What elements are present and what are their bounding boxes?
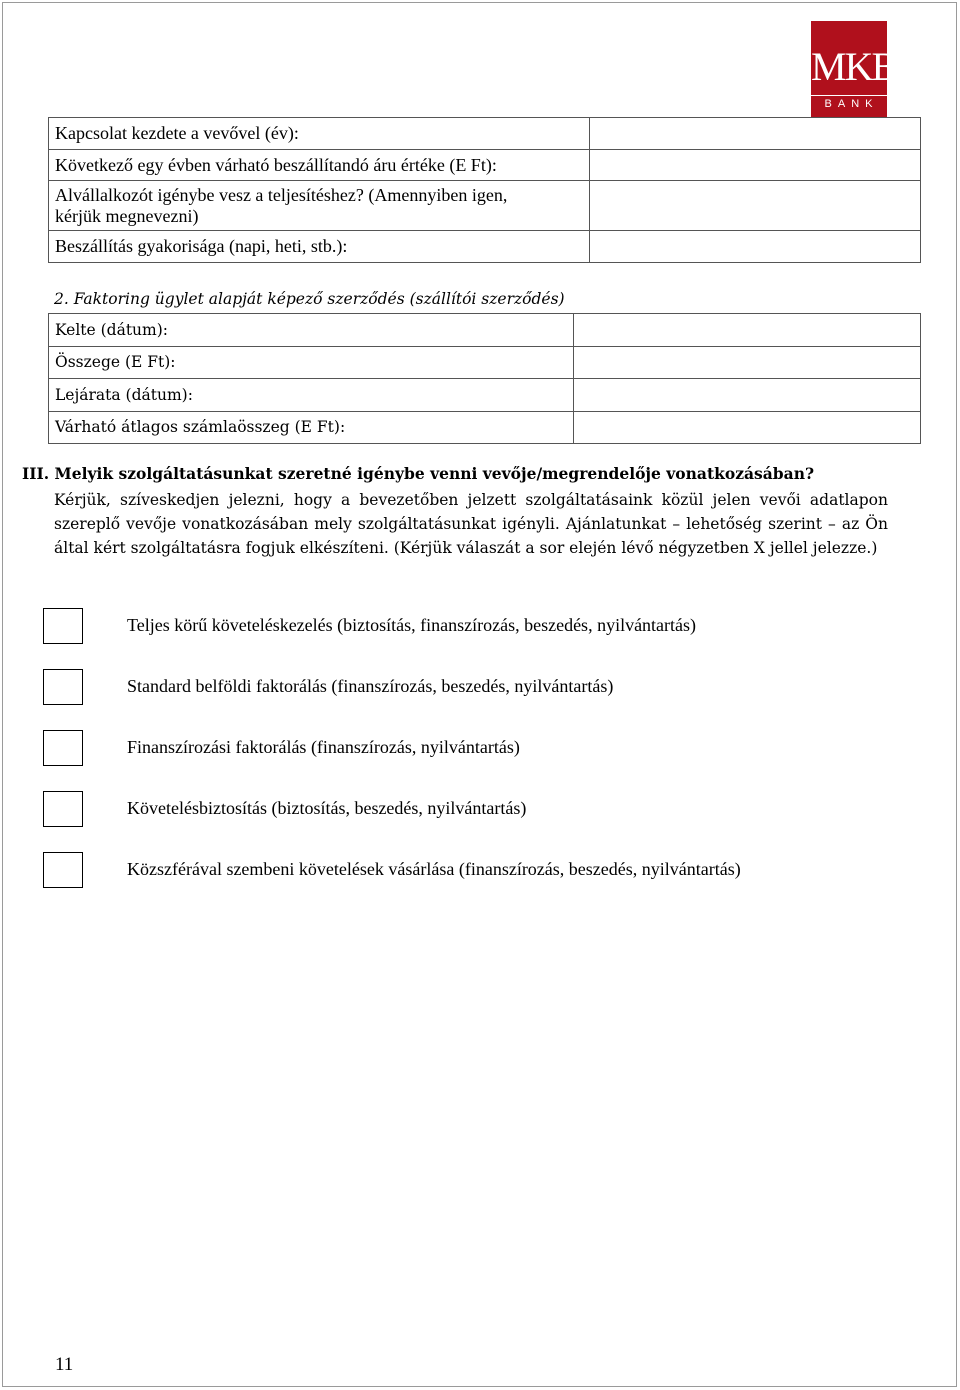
option-label: Standard belföldi faktorálás (finanszírozás, beszedés, nyilvántartás): [127, 676, 614, 696]
row-label: Következő egy évben várható beszállítandó áru értéke (E Ft):: [49, 150, 590, 181]
table-row: [49, 347, 921, 379]
option-checkbox[interactable]: [43, 852, 83, 888]
option-checkbox[interactable]: [43, 791, 83, 827]
table-row: [49, 379, 921, 412]
table-row: [49, 181, 921, 231]
table-row: [49, 314, 921, 347]
service-option: [43, 669, 903, 707]
option-label: Teljes körű követeléskezelés (biztosítás, finanszírozás, beszedés, nyilvántartás): [127, 615, 697, 635]
option-label: Közszférával szembeni követelések vásárlása (finanszírozás, beszedés, nyilvántartás): [127, 859, 741, 879]
row-value-field[interactable]: [574, 347, 921, 379]
row-value-field[interactable]: [574, 314, 921, 347]
row-value-field[interactable]: [590, 181, 921, 231]
table-row: [49, 118, 921, 150]
row-value-field[interactable]: [590, 150, 921, 181]
service-option: [43, 608, 903, 646]
table-row: [49, 231, 921, 263]
row-label: Beszállítás gyakorisága (napi, heti, stb.):: [49, 231, 590, 263]
row-label: Összege (E Ft):: [49, 347, 574, 379]
mkb-bank-logo: [811, 21, 897, 117]
logo-subtitle: BANK: [824, 98, 879, 110]
row-value-field[interactable]: [590, 118, 921, 150]
row-value-field[interactable]: [590, 231, 921, 263]
logo-brand: MKB: [811, 44, 897, 89]
page-number: 11: [55, 1354, 74, 1375]
contract-table: [48, 313, 921, 444]
row-value-field[interactable]: [574, 412, 921, 444]
service-option: [43, 852, 903, 890]
section-3-instructions: Kérjük, szíveskedjen jelezni, hogy a bevezetőben jelzett szolgáltatásaink közül jelen vevői adatlapon szereplő vevője vonatkozásában mely szolgáltatásunkat igényli. Ajánlatunkat – lehetőség szerint – az Ön által kért szolgáltatásra fogjuk elkészíteni. (Kérjük válaszát a sor elején lévő négyzetben X jellel jelezze.): [54, 491, 888, 557]
section-2-heading: 2. Faktoring ügylet alapját képező szerződés (szállítói szerződés): [54, 290, 565, 308]
option-checkbox[interactable]: [43, 730, 83, 766]
option-label: Követelésbiztosítás (biztosítás, beszedés, nyilvántartás): [127, 798, 527, 818]
row-label: [49, 181, 590, 231]
row-value-field[interactable]: [574, 379, 921, 412]
row-label: Kapcsolat kezdete a vevővel (év):: [49, 118, 590, 150]
table-row: [49, 412, 921, 444]
table-row: [49, 150, 921, 181]
row-label-line: kérjük megnevezni): [55, 205, 199, 226]
row-label: Lejárata (dátum):: [49, 379, 574, 412]
option-label: Finanszírozási faktorálás (finanszírozás, nyilvántartás): [127, 737, 520, 757]
service-option: [43, 730, 903, 768]
row-label: Kelte (dátum):: [49, 314, 574, 347]
supplier-info-table: [48, 117, 921, 263]
row-label: Várható átlagos számlaösszeg (E Ft):: [49, 412, 574, 444]
option-checkbox[interactable]: [43, 669, 83, 705]
service-option: [43, 791, 903, 829]
row-label-line: Alvállalkozót igénybe vesz a teljesítéshez? (Amennyiben igen,: [55, 184, 508, 205]
option-checkbox[interactable]: [43, 608, 83, 644]
section-3-heading: III. Melyik szolgáltatásunkat szeretné igénybe venni vevője/megrendelője vonatkozásában?: [22, 464, 815, 483]
